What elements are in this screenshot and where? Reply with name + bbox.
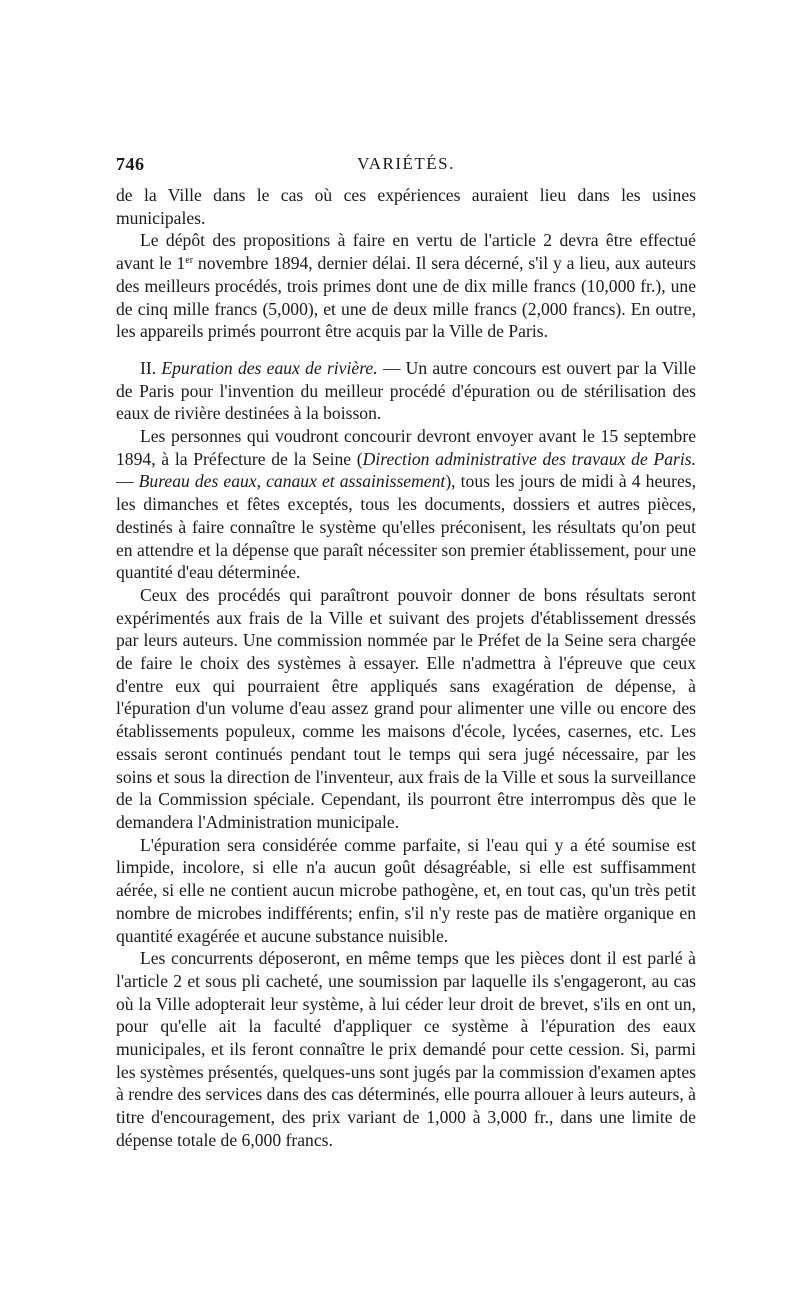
paragraph-concurrents [116, 947, 696, 1151]
paragraph-text: novembre 1894, dernier délai. Il sera décerné, s'il y a lieu, aux auteurs des meilleurs procédés, trois primes dont une de dix mille francs (10,000 fr.), une de cinq mille francs (5,000), et une de deux mille francs (2,000 francs). En outre, les appareils primés pourront être acquis par la Ville de Paris. [116, 253, 696, 342]
paragraph-text: L'épuration sera considérée comme parfaite, si l'eau qui y a été soumise est limpide, incolore, si elle n'a aucun goût désagréable, si elle est suffisamment aérée, si elle ne contient aucun microbe pathogène, et, en tout cas, qu'un très petit nombre de microbes indifférents; enfin, s'il n'y reste pas de matière organique en quantité exagérée et aucune substance nuisible. [116, 834, 696, 946]
paragraph-experiments [116, 584, 696, 834]
paragraph-text: ), tous les jours de midi à 4 heures, les dimanches et fêtes exceptés, tous les documents, dossiers et autres pièces, destinés à faire connaître le système qu'elles préconisent, les résultats qu'on peut en attendre et la dépense que paraît nécessiter son premier établissement, pour une quantité d'eau déterminée. [116, 471, 696, 583]
paragraph-criteria [116, 834, 696, 948]
paragraph-submission [116, 425, 696, 584]
paragraph-text: Le dépôt des propositions à faire en vertu de l'article 2 devra être effectué avant le 1 [116, 230, 696, 274]
section-number: II. [140, 357, 162, 378]
paragraph-text: Les concurrents déposeront, en même temps que les pièces dont il est parlé à l'article 2 et sous pli cacheté, une soumission par laquelle ils s'engageront, au cas où la Ville adopterait leur système, à lui céder leur droit de brevet, s'ils en ont un, pour qu'elle ait la faculté d'appliquer ce système à l'épuration des eaux municipales, et ils feront connaître le prix demandé pour cette cession. Si, parmi les systèmes présentés, quelques-uns sont jugés par la commission d'examen aptes à rendre des services dans des cas déterminés, elle pourra allouer à leurs auteurs, à titre d'encouragement, des prix variant de 1,000 à 3,000 fr., dans une limite de dépense totale de 6,000 francs. [116, 948, 696, 1150]
paragraph-continuation [116, 184, 696, 229]
section-title: Epuration des eaux de rivière. [161, 357, 378, 378]
paragraph-text: — Un autre concours est ouvert par la Ville de Paris pour l'invention du meilleur procédé d'épuration ou de stérilisation des eaux de rivière destinées à la boisson. [116, 357, 696, 424]
paragraph-deposit-deadline [116, 229, 696, 343]
paragraph-text: — [116, 471, 139, 492]
italic-direction: Direction administrative des travaux de Paris. [362, 448, 696, 469]
paragraph-text: de la Ville dans le cas où ces expériences auraient lieu dans les usines municipales. [116, 185, 696, 228]
paragraph-text: Les personnes qui voudront concourir devront envoyer avant le 15 septembre 1894, à la Préfecture de la Seine ( [116, 426, 696, 469]
paragraph-text: Ceux des procédés qui paraîtront pouvoir donner de bons résultats seront expérimentés aux frais de la Ville et suivant des projets d'établissement dressés par leurs auteurs. Une commission nommée par le Préfet de la Seine sera chargée de faire le choix des systèmes à essayer. Elle n'admettra à l'épreuve que ceux d'entre eux qui pourraient être appliqués sans exagération de dépense, à l'épuration d'un volume d'eau assez grand pour alimenter une ville ou encore des établissements populeux, comme les maisons d'école, lycées, casernes, etc. Les essais seront continués pendant tout le temps qui sera jugé nécessaire, par les soins et sous la direction de l'inventeur, aux frais de la Ville et sous la surveillance de la Commission spéciale. Cependant, ils pourront être interrompus dès que le demandera l'Administration municipale. [116, 584, 696, 832]
page-header [116, 150, 696, 180]
page-number: 746 [116, 154, 145, 174]
italic-bureau: Bureau des eaux, canaux et assainissement [138, 471, 446, 492]
ordinal-superscript: er [185, 255, 194, 267]
running-head: VARIÉTÉS. [357, 154, 455, 173]
body-text [116, 184, 696, 1152]
section-heading-paragraph [116, 357, 696, 425]
